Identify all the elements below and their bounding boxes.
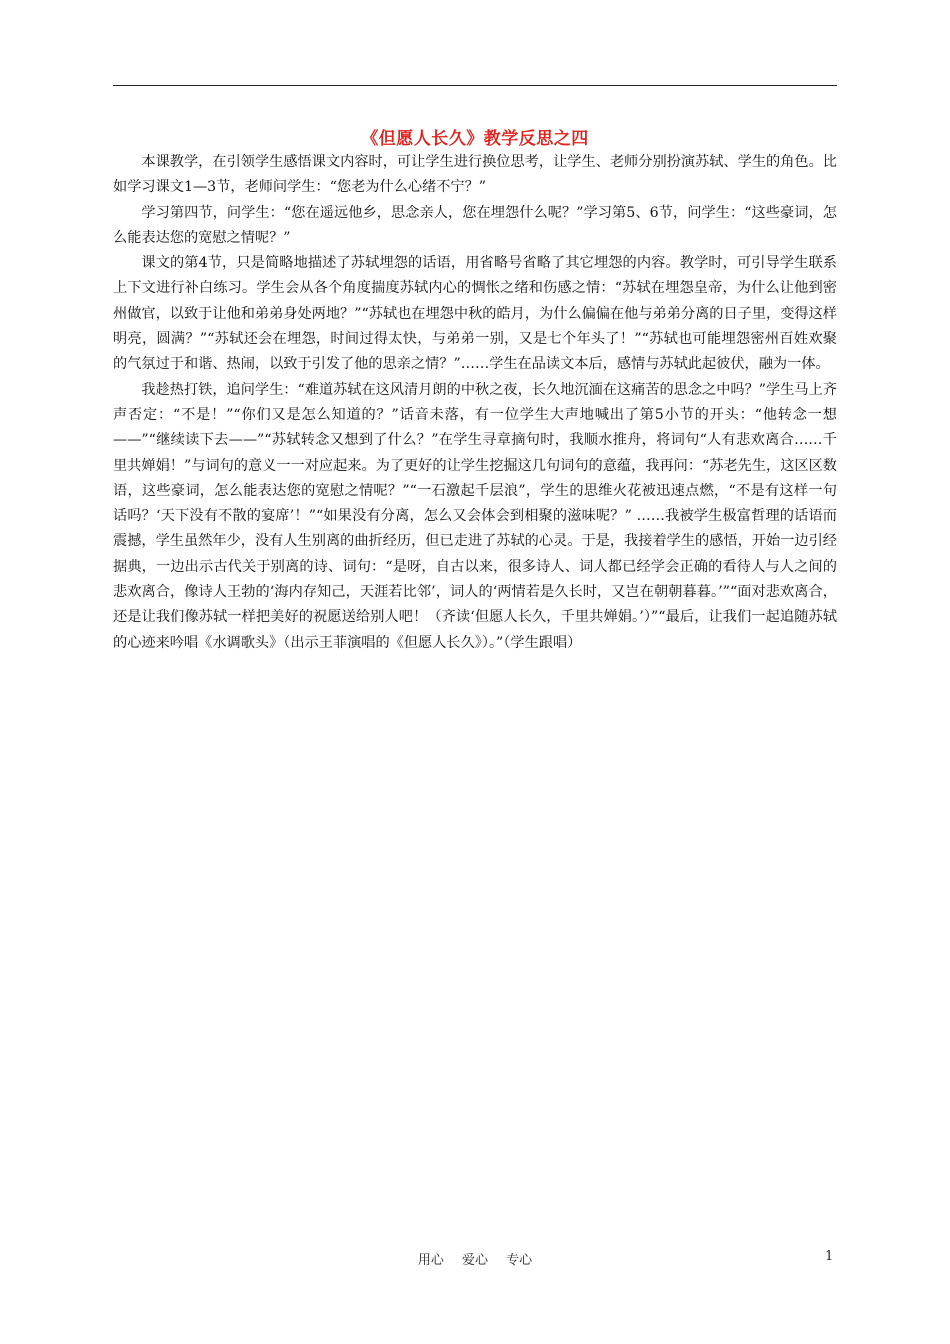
page-number: 1 <box>825 1249 834 1264</box>
document-title: 《但愿人长久》教学反思之四 <box>361 129 589 149</box>
paragraph-3: 课文的第4节，只是简略地描述了苏轼埋怨的话语，用省略号省略了其它埋怨的内容。教学时，可引导学生联系上下文进行补白练习。学生会从各个角度揣度苏轼内心的惆怅之绪和伤感之情：“苏轼在埋怨皇帝，为什么让他到密州做官，以致于让他和弟弟身处两地？”“苏轼也在埋怨中秋的皓月，为什么偏偏在他与弟弟分离的日子里，变得这样明亮，圆满？”“苏轼还会在埋怨，时间过得太快，与弟弟一别，又是七个年头了！”“苏轼也可能埋怨密州百姓欢聚的气氛过于和谐、热闹，以致于引发了他的思亲之情？”……学生在品读文本后，感情与苏轼此起彼伏，融为一体。 <box>113 255 837 373</box>
paragraph-1: 本课教学，在引领学生感悟课文内容时，可让学生进行换位思考，让学生、老师分别扮演苏轼、学生的角色。比如学习课文1—3节，老师问学生：“您老为什么心绪不宁？” <box>113 154 837 196</box>
paragraph-4: 我趁热打铁，追问学生：“难道苏轼在这风清月朗的中秋之夜，长久地沉湎在这痛苦的思念之中吗？”学生马上齐声否定：“不是！”“你们又是怎么知道的？”话音未落，有一位学生大声地喊出了第5小节的开头：“他转念一想——”“继续读下去——”“苏轼转念又想到了什么？”在学生寻章摘句时，我顺水推舟，将词句“人有悲欢离合……千里共婵娟！”与词句的意义一一对应起来。为了更好的让学生挖掘这几句词句的意蕴，我再问：“苏老先生，这区区数语，这些豪词，怎么能表达您的宽慰之情呢？”“一石激起千层浪”，学生的思维火花被迅速点燃，“不是有这样一句话吗？‘天下没有不散的宴席’！”“如果没有分离，怎么又会体会到相聚的滋味呢？” ……我被学生极富哲理的话语而震撼，学生虽然年少，没有人生别离的曲折经历，但已走进了苏轼的心灵。于是，我接着学生的感悟，开始一边引经据典，一边出示古代关于别离的诗、词句：“是呀，自古以来，很多诗人、词人都已经学会正确的看待人与人之间的悲欢离合，像诗人王勃的‘海内存知己，天涯若比邻’，词人的‘两情若是久长时，又岂在朝朝暮暮。’”“面对悲欢离合，还是让我们像苏轼一样把美好的祝愿送给别人吧！（齐读‘但愿人长久，千里共婵娟。’）”“最后，让我们一起追随苏轼的心迹来吟唱《水调歌头》（出示王菲演唱的《但愿人长久》）。”（学生跟唱） <box>113 381 837 651</box>
paragraph-2: 学习第四节，问学生：“您在遥远他乡，思念亲人，您在埋怨什么呢？”学习第5、6节，问学生：“这些豪词，怎么能表达您的宽慰之情呢？” <box>113 204 837 246</box>
header-rule <box>113 85 837 86</box>
document-body <box>113 150 837 656</box>
footer-motto: 用心 爱心 专心 <box>417 1253 533 1268</box>
